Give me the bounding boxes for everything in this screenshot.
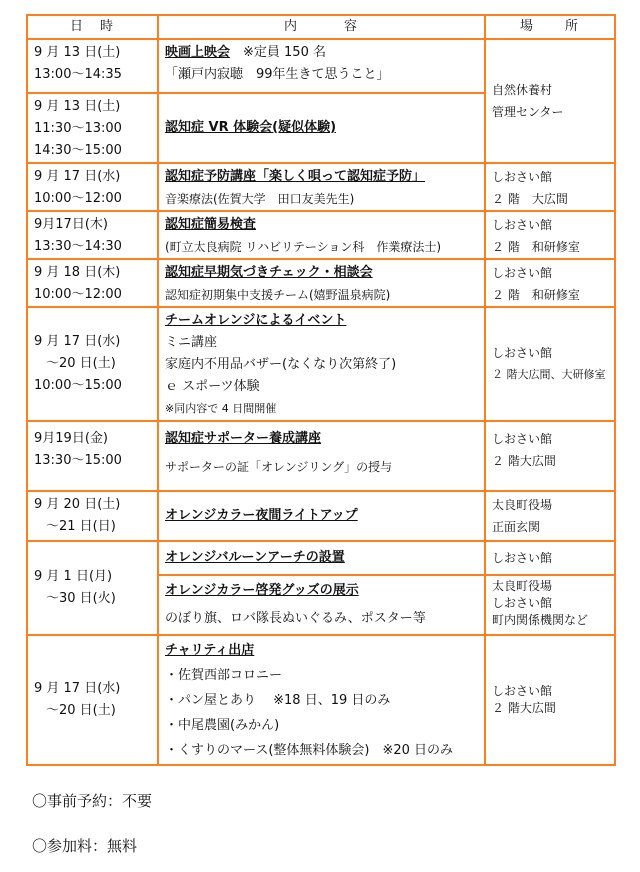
event-title: 認知症サポーター養成講座 xyxy=(165,431,322,446)
date-line: ～30 日(火) xyxy=(46,591,116,606)
table-row xyxy=(27,259,615,307)
event-detail: 「瀬戸内寂聴 99年生きて思うこと」 xyxy=(165,67,390,82)
date-cell xyxy=(27,39,158,93)
date-line: 9 月 13 日(土) xyxy=(34,99,121,114)
place-line: 管理センター xyxy=(492,105,564,119)
place-cell xyxy=(485,491,615,541)
date-line: 9 月 20 日(土) xyxy=(34,497,121,512)
place-cell xyxy=(485,39,615,163)
content-cell xyxy=(158,635,485,765)
content-cell xyxy=(158,39,485,93)
event-detail: (町立太良病院 リハビリテーション科 作業療法士) xyxy=(165,240,442,254)
time-line: 14:30～15:00 xyxy=(34,143,122,158)
time-line: 10:00～12:00 xyxy=(34,287,122,302)
event-detail: ・中尾農園(みかん) xyxy=(165,718,280,733)
place-cell xyxy=(485,211,615,259)
header-date: 日 時 xyxy=(27,15,158,39)
event-title: オレンジカラー啓発グッズの展示 xyxy=(165,583,359,598)
table-row xyxy=(27,421,615,491)
place-line: 太良町役場 xyxy=(492,579,553,593)
place-line: しおさい館 xyxy=(492,170,553,184)
date-line: ～20 日(土) xyxy=(46,356,116,371)
date-cell xyxy=(27,421,158,491)
date-cell xyxy=(27,635,158,765)
date-cell xyxy=(27,259,158,307)
event-title: 認知症簡易検査 xyxy=(165,217,257,232)
place-line: ２ 階大広間 xyxy=(492,701,556,715)
place-cell xyxy=(485,421,615,491)
place-cell xyxy=(485,541,615,575)
place-line: ２ 階 大広間 xyxy=(492,192,568,206)
event-title: チャリティ出店 xyxy=(165,643,255,658)
place-line: しおさい館 xyxy=(492,551,553,565)
place-line: しおさい館 xyxy=(492,684,553,698)
title-line xyxy=(165,42,484,64)
time-line: 10:00～15:00 xyxy=(34,378,122,393)
place-line: ２ 階 和研修室 xyxy=(492,288,580,302)
date-line: ～20 日(土) xyxy=(46,703,116,718)
event-title: オレンジカラー夜間ライトアップ xyxy=(165,508,358,523)
place-cell xyxy=(485,307,615,421)
schedule-table xyxy=(26,14,616,766)
content-cell xyxy=(158,93,485,163)
date-cell xyxy=(27,541,158,635)
event-note: ※同内容で 4 日間開催 xyxy=(165,402,277,415)
date-line: 9月19日(金) xyxy=(34,431,108,446)
content-cell xyxy=(158,575,485,635)
content-cell xyxy=(158,211,485,259)
table-row xyxy=(27,163,615,211)
time-line: 13:30～14:30 xyxy=(34,239,122,254)
place-line: しおさい館 xyxy=(492,596,553,610)
date-line: 9 月 18 日(木) xyxy=(34,265,121,280)
place-line: しおさい館 xyxy=(492,266,553,280)
note-reservation: 〇事前予約：不要 xyxy=(32,792,153,810)
place-line: しおさい館 xyxy=(492,346,553,360)
place-line: 自然休養村 xyxy=(492,83,553,97)
event-detail: ・くすりのマース(整体無料体験会) ※20 日のみ xyxy=(165,743,454,758)
date-line: 9 月 17 日(水) xyxy=(34,169,121,184)
event-title: 映画上映会 xyxy=(165,45,231,60)
date-cell xyxy=(27,163,158,211)
content-cell xyxy=(158,259,485,307)
place-line: 正面玄関 xyxy=(492,520,541,534)
date-line: 9 月 1 日(月) xyxy=(34,569,113,584)
table-row xyxy=(27,39,615,93)
date-line: ～21 日(日) xyxy=(46,519,116,534)
content-cell xyxy=(158,491,485,541)
place-line: ２ 階 和研修室 xyxy=(492,240,580,254)
event-detail: ・パン屋とあり ※18 日、19 日のみ xyxy=(165,693,391,708)
place-cell xyxy=(485,259,615,307)
place-line: ２ 階大広間 xyxy=(492,454,556,468)
place-line: しおさい館 xyxy=(492,218,553,232)
time-line: 13:00～14:35 xyxy=(34,67,122,82)
header-content: 内 容 xyxy=(158,15,485,39)
date-line: 9 月 17 日(水) xyxy=(34,334,121,349)
time-line: 11:30～13:00 xyxy=(34,121,122,136)
date-line: 9 月 13 日(土) xyxy=(34,45,121,60)
date-cell xyxy=(27,307,158,421)
place-line: 太良町役場 xyxy=(492,498,553,512)
date-line: 9 月 17 日(水) xyxy=(34,681,121,696)
place-cell xyxy=(485,163,615,211)
table-row xyxy=(27,491,615,541)
time-line: 13:30～15:00 xyxy=(34,453,122,468)
header-row xyxy=(27,15,615,39)
time-line: 10:00～12:00 xyxy=(34,191,122,206)
place-line: 町内関係機関など xyxy=(492,613,589,627)
event-detail: 家庭内不用品バザー(なくなり次第終了) xyxy=(165,357,397,372)
date-cell xyxy=(27,491,158,541)
content-cell xyxy=(158,541,485,575)
table-row xyxy=(27,211,615,259)
header-place: 場 所 xyxy=(485,15,615,39)
date-cell xyxy=(27,93,158,163)
event-detail: ・佐賀西部コロニー xyxy=(165,668,283,683)
event-note: ※定員 150 名 xyxy=(230,45,326,60)
content-cell xyxy=(158,307,485,421)
place-cell xyxy=(485,575,615,635)
event-detail: サポーターの証「オレンジリング」の授与 xyxy=(165,460,393,474)
event-title: 認知症早期気づきチェック・相談会 xyxy=(165,265,373,280)
content-cell xyxy=(158,163,485,211)
event-title: 認知症 VR 体験会(疑似体験) xyxy=(165,120,337,135)
event-detail: ｅ スポーツ体験 xyxy=(165,379,260,394)
content-cell xyxy=(158,421,485,491)
table-row xyxy=(27,307,615,421)
table-row xyxy=(27,541,615,575)
place-line: しおさい館 xyxy=(492,432,553,446)
note-fee: 〇参加料：無料 xyxy=(32,837,138,855)
event-title: オレンジバルーンアーチの設置 xyxy=(165,550,345,565)
place-cell xyxy=(485,635,615,765)
event-detail: 認知症初期集中支援チーム(嬉野温泉病院) xyxy=(165,288,391,302)
date-cell xyxy=(27,211,158,259)
event-title: チームオレンジによるイベント xyxy=(165,313,347,328)
event-detail: ミニ講座 xyxy=(165,335,218,350)
place-line: ２ 階大広間、大研修室 xyxy=(492,368,606,381)
event-detail: のぼり旗、ロバ隊長ぬいぐるみ、ポスター等 xyxy=(165,611,426,626)
date-line: 9月17日(木) xyxy=(34,217,108,232)
event-detail: 音楽療法(佐賀大学 田口友美先生) xyxy=(165,192,355,206)
event-title: 認知症予防講座「楽しく唄って認知症予防」 xyxy=(165,169,426,184)
table-row xyxy=(27,635,615,765)
